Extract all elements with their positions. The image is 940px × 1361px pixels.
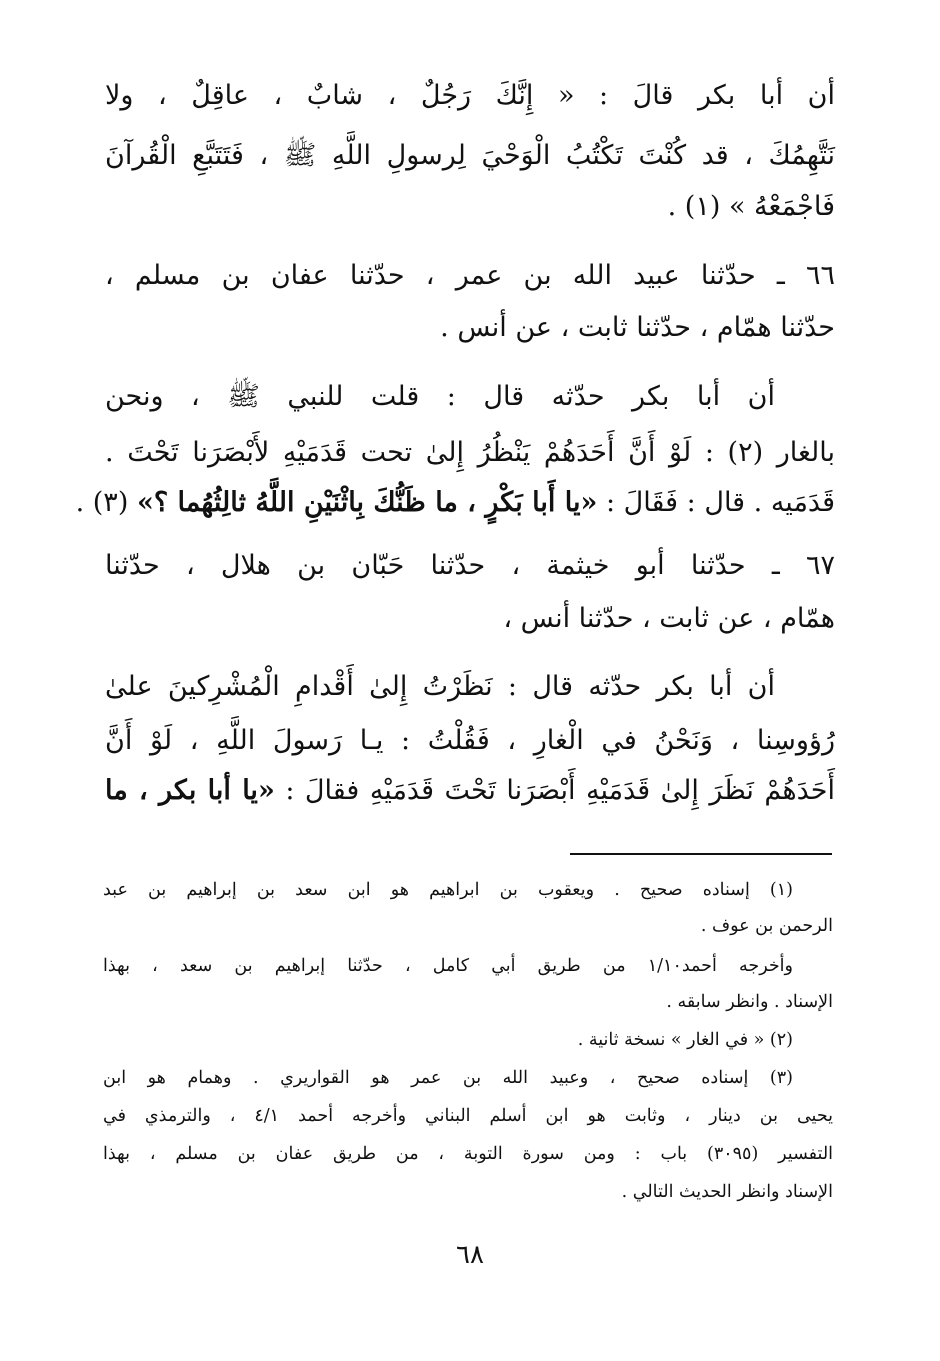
- body-line: [75, 478, 835, 528]
- prophet-quote: «يا أَبا بَكْرٍ ، ما ظَنُّكَ بِاثْنَيْنِ اللَّهُ ثالِثُهُما ؟»: [136, 487, 598, 518]
- prophet-quote: «يا أبا بكر ، ما: [105, 775, 275, 806]
- footnote-line: وأخرجه أحمد١/١٠ من طريق أبي كامل ، حدّثنا إبراهيم بن سعد ، بهذا: [103, 956, 793, 976]
- footnote-separator: [570, 853, 832, 855]
- body-text: قَدَمَيه . قال : فَقَالَ :: [605, 487, 835, 518]
- footnote-line: الرحمن بن عوف .: [700, 916, 833, 936]
- page-number: ٦٨: [456, 1240, 484, 1270]
- hadith-number-line: ٦٧ ـ حدّثنا أبو خيثمة ، حدّثنا حَبّان بن هلال ، حدّثنا: [105, 550, 835, 581]
- footnote-ref: (٣) .: [75, 487, 129, 518]
- body-line: أن أبا بكر حدّثه قال : قلت للنبي ﷺ ، ونحن: [105, 381, 775, 412]
- footnote-line: التفسير (٣٠٩٥) باب : ومن سورة التوبة ، من طريق عفان بن مسلم ، بهذا: [103, 1144, 834, 1164]
- footnote-line: يحيى بن دينار ، وثابت هو ابن أسلم البناني وأخرجه أحمد ٤/١ ، والترمذي في: [103, 1106, 833, 1126]
- footnote-line: (٣) إسناده صحيح ، وعبيد الله بن عمر هو القواريري . وهمام هو ابن: [103, 1068, 793, 1088]
- body-line: بالغار (٢) : لَوْ أَنَّ أَحَدَهُمْ يَنْظُرُ إِلىٰ تحت قَدَمَيْهِ لأَبْصَرَنا تَحْتَ .: [105, 437, 836, 468]
- body-line: فَاجْمَعْهُ » (١) .: [667, 191, 835, 222]
- footnote-line: (١) إسناده صحيح . ويعقوب بن ابراهيم هو ابن سعد بن إبراهيم بن عبد: [103, 880, 793, 900]
- body-text: أَحَدَهُمْ نَظَرَ إِلىٰ قَدَمَيْهِ أَبْصَرَنا تَحْتَ قَدَمَيْهِ فقالَ :: [285, 775, 835, 806]
- footnote-line: الإسناد . وانظر سابقه .: [666, 992, 833, 1012]
- body-line: أن أبا بكر قالَ : « إِنَّكَ رَجُلٌ ، شابٌ ، عاقِلٌ ، ولا: [105, 80, 835, 111]
- footnote-line: الإسناد وانظر الحديث التالي .: [621, 1182, 833, 1202]
- body-line: همّام ، عن ثابت ، حدّثنا أنس ،: [503, 603, 835, 634]
- body-line: [105, 766, 835, 816]
- body-line: أن أبا بكر حدّثه قال : نَظَرْتُ إِلىٰ أَقْدامِ الْمُشْرِكينَ علىٰ: [105, 671, 775, 702]
- hadith-number-line: ٦٦ ـ حدّثنا عبيد الله بن عمر ، حدّثنا عفان بن مسلم ،: [105, 260, 835, 291]
- body-line: نَتَّهِمُكَ ، قد كُنْتَ تَكْتُبُ الْوَحْيَ لِرسولِ اللَّهِ ﷺ ، فَتَتَبَّعِ الْقُرآنَ: [105, 140, 835, 171]
- footnote-line: (٢) « في الغار » نسخة ثانية .: [577, 1030, 793, 1050]
- body-line: حدّثنا همّام ، حدّثنا ثابت ، عن أنس .: [440, 312, 835, 343]
- body-line: رُؤوسِنا ، وَنَحْنُ في الْغارِ ، فَقُلْتُ : يـا رَسولَ اللَّهِ ، لَوْ أَنَّ: [105, 725, 835, 756]
